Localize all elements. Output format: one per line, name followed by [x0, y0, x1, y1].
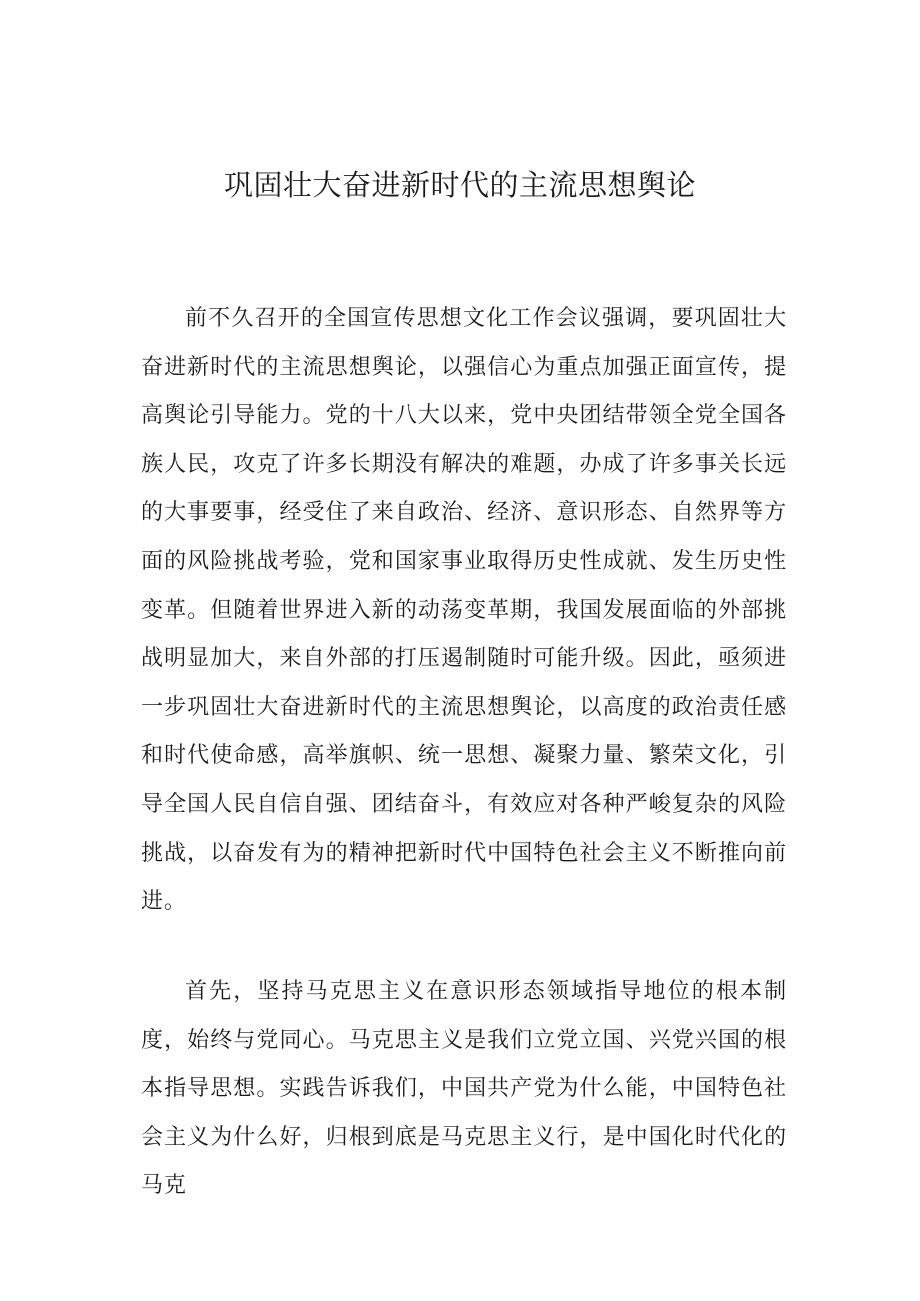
- body-paragraph-1: 前不久召开的全国宣传思想文化工作会议强调，要巩固壮大奋进新时代的主流思想舆论，以强信心为重点加强正面宣传，提高舆论引导能力。党的十八大以来，党中央团结带领全党全国各族人民，攻克了许多长期没有解决的难题，办成了许多事关长远的大事要事，经受住了来自政治、经济、意识形态、自然界等方面的风险挑战考验，党和国家事业取得历史性成就、发生历史性变革。但随着世界进入新的动荡变革期，我国发展面临的外部挑战明显加大，来自外部的打压遏制随时可能升级。因此，亟须进一步巩固壮大奋进新时代的主流思想舆论，以高度的政治责任感和时代使命感，高举旗帜、统一思想、凝聚力量、繁荣文化，引导全国人民自信自强、团结奋斗，有效应对各种严峻复杂的风险挑战，以奋发有为的精神把新时代中国特色社会主义不断推向前进。: [141, 306, 787, 915]
- document-title: 巩固壮大奋进新时代的主流思想舆论: [223, 168, 696, 202]
- body-paragraph-2: 首先，坚持马克思主义在意识形态领域指导地位的根本制度，始终与党同心。马克思主义是我们立党立国、兴党兴国的根本指导思想。实践告诉我们，中国共产党为什么能，中国特色社会主义为什么好，归根到底是马克思主义行，是中国化时代化的马克: [141, 979, 787, 1199]
